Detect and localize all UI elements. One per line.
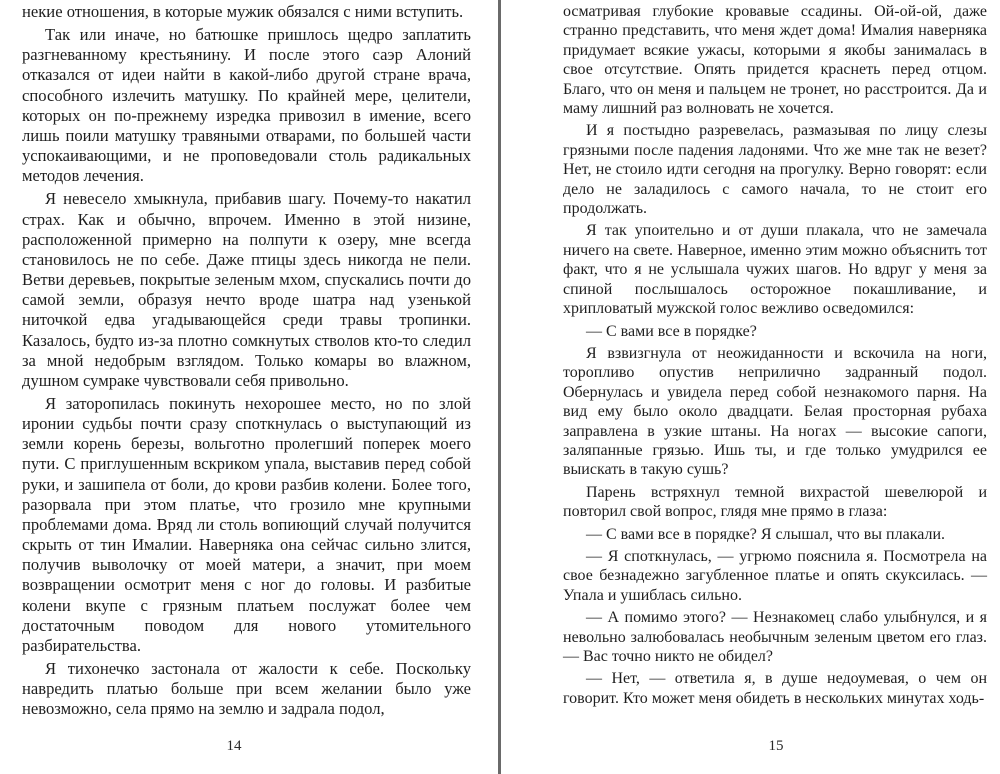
paragraph: Парень встряхнул темной вихрастой шевелюрой и повторил свой вопрос, глядя мне прямо в глаза: <box>563 483 987 521</box>
paragraph: Я тихонечко застонала от жалости к себе. Поскольку навредить платью больше при всем желании было уже невозможно, села прямо на землю и задрала подол, <box>22 659 471 719</box>
paragraph: Так или иначе, но батюшке пришлось щедро заплатить разгневанному крестьянину. И после этого саэр Алоний отказался от идеи найти в какой-либо другой стране врача, способного излечить матушку. По крайней мере, целители, которых он по-прежнему изредка привозил в имение, всего лишь поили матушку травяными отварами, по большей части успокаивающими, и не проповедовали столь радикальных методов лечения. <box>22 25 471 186</box>
page-number-left: 14 <box>226 738 242 754</box>
paragraph: Я заторопилась покинуть нехорошее место, но по злой иронии судьбы почти сразу споткнулась о выступающий из земли корень березы, вольготно пролегший поперек моего пути. С приглушенным вскриком упала, выставив перед собой руки, и зашипела от боли, до крови разбив колени. Более того, разорвала при этом платье, что грозило мне крупными проблемами дома. Вряд ли столь вопиющий случай получится скрыть от тин Ималии. Наверняка она сейчас сильно злится, получив выволочку от моей матери, а значит, при моем возвращении осмотрит меня с ног до головы. И разбитые колени вкупе с грязным платьем послужат более чем достаточным поводом для нового утомительного разбирательства. <box>22 393 471 655</box>
right-page-text <box>563 2 987 711</box>
paragraph: Я взвизгнула от неожиданности и вскочила на ноги, торопливо опустив неприлично задранный подол. Обернулась и увидела перед собой незнакомого парня. На вид ему было около двадцати. Белая просторная рубаха заправлена в узкие штаны. На ногах — высокие сапоги, заляпанные грязью. Ишь ты, и где только умудрился ее выискать в такую сушь? <box>563 344 987 479</box>
paragraph: Я невесело хмыкнула, прибавив шагу. Почему-то накатил страх. Как и обычно, впрочем. Именно в этой низине, расположенной примерно на полпути к озеру, мне всегда становилось не по себе. Даже птицы здесь никогда не пели. Ветви деревьев, покрытые зеленым мхом, спускались почти до самой земли, образуя нечто вроде шатра над узенькой ниточкой едва угадывающейся среди травы тропинки. Казалось, будто из-за плотно сомкнутых стволов кто-то следил за мной недобрым взглядом. Только комары во влажном, душном сумраке чувствовали себя привольно. <box>22 189 471 390</box>
dialogue-line: — Нет, — ответила я, в душе недоумевая, о чем он говорит. Кто может меня обидеть в нескольких минутах ходь- <box>563 670 987 707</box>
dialogue-line: — С вами все в порядке? <box>586 322 757 340</box>
paragraph: некие отношения, в которые мужик обязался с ними вступить. <box>22 2 464 21</box>
paragraph: Я так упоительно и от души плакала, что не замечала ничего на свете. Наверное, именно этим можно объяснить тот факт, что я не услышала чужих шагов. Но вдруг у меня за спиной послышалось осторожное покашливание, и хрипловатый мужской голос вежливо осведомился: <box>563 222 987 318</box>
left-page-text <box>22 2 471 722</box>
paragraph: И я постыдно разревелась, размазывая по лицу слезы грязными после падения ладонями. Что же мне так не везет? Нет, не стоило идти сегодня на прогулку. Верно говорят: если дело не заладилось с самого начала, то не стоит его продолжать. <box>563 122 987 218</box>
right-page <box>502 0 1000 774</box>
page-divider <box>498 0 501 774</box>
paragraph: осматривая глубокие кровавые ссадины. Ой-ой-ой, даже странно представить, что меня ждет дома! Ималия наверняка придумает всякие ужасы, которыми я якобы занималась в свое отсутствие. Опять придется краснеть перед отцом. Благо, что он меня и пальцем не тронет, но расстроится. Да и маму лишний раз волновать не хочется. <box>563 3 987 118</box>
left-page <box>0 0 498 774</box>
dialogue-line: — С вами все в порядке? Я слышал, что вы плакали. <box>586 525 946 543</box>
page-number-right: 15 <box>768 738 784 754</box>
dialogue-line: — А помимо этого? — Незнакомец слабо улыбнулся, и я невольно залюбовалась необычным зеленым цветом его глаз. — Вас точно никто не обидел? <box>563 609 987 665</box>
dialogue-line: — Я споткнулась, — угрюмо пояснила я. Посмотрела на свое безнадежно загубленное платье и опять скуксилась. — Упала и ушиблась сильно. <box>563 547 987 604</box>
